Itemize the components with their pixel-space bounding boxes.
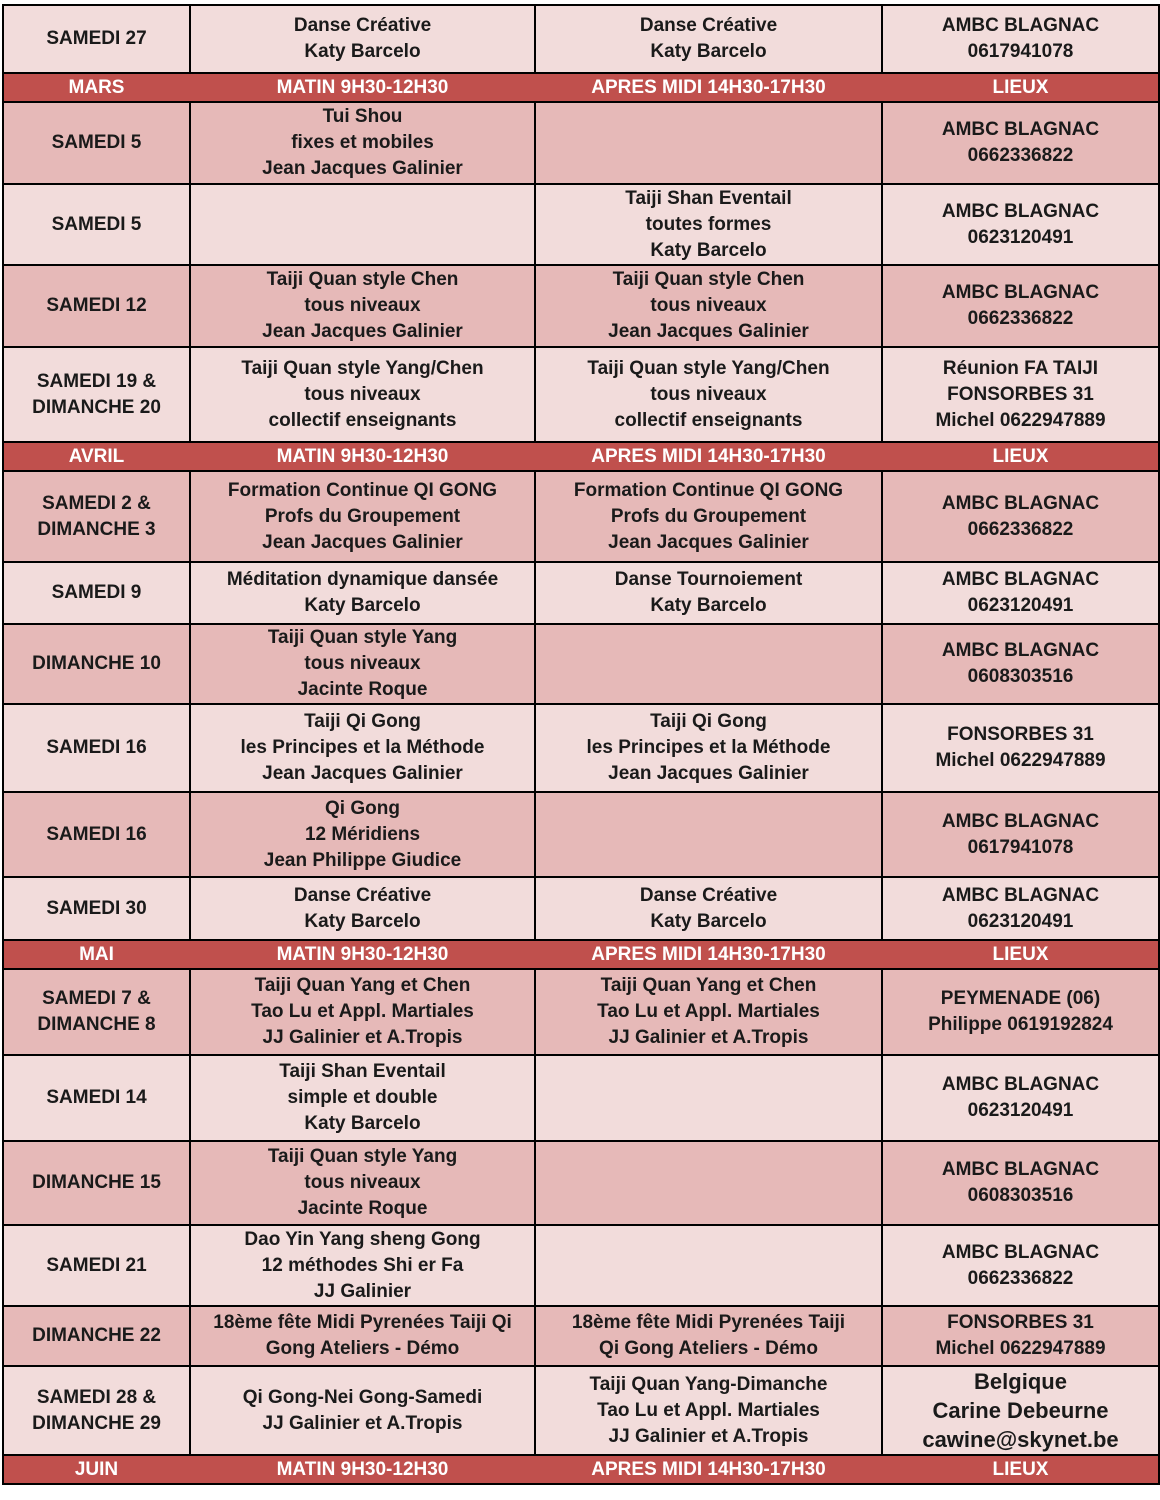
day-cell xyxy=(3,471,190,562)
place-line: 0662336822 xyxy=(967,145,1074,166)
day-line: SAMEDI 5 xyxy=(51,132,142,153)
place-cell xyxy=(882,347,1159,442)
morning-line: tous niveaux xyxy=(304,383,421,405)
event-row xyxy=(3,471,1159,562)
header-matin: MATIN 9H30-12H30 xyxy=(190,940,535,969)
afternoon-cell xyxy=(535,265,882,347)
morning-cell xyxy=(190,265,535,347)
morning-line: Qi Gong-Nei Gong-Samedi xyxy=(242,1386,483,1408)
day-cell xyxy=(3,347,190,442)
place-line: AMBC BLAGNAC xyxy=(941,15,1100,36)
morning-line: Jean Jacques Galinier xyxy=(262,763,463,784)
afternoon-line: Taiji Quan Yang et Chen xyxy=(600,975,817,996)
place-line: AMBC BLAGNAC xyxy=(941,492,1100,514)
morning-line: Danse Créative xyxy=(293,15,432,36)
morning-line: Tui Shou xyxy=(322,106,403,127)
morning-line: Taiji Quan style Chen xyxy=(266,269,459,290)
day-line: SAMEDI 12 xyxy=(46,295,147,316)
morning-line: simple et double xyxy=(287,1087,438,1108)
morning-line: Jean Philippe Giudice xyxy=(263,849,462,871)
morning-line: Formation Continue QI GONG xyxy=(227,479,498,501)
afternoon-line: Taiji Quan Yang-Dimanche xyxy=(589,1373,828,1395)
event-row xyxy=(3,877,1159,940)
afternoon-line: Katy Barcelo xyxy=(650,595,767,616)
header-apres-midi: APRES MIDI 14H30-17H30 xyxy=(535,73,882,102)
morning-line: Taiji Quan style Yang/Chen xyxy=(241,357,484,379)
event-row xyxy=(3,5,1159,73)
place-line: 0608303516 xyxy=(967,1185,1074,1206)
month-header-row-mai xyxy=(3,940,1159,969)
morning-line: JJ Galinier et A.Tropis xyxy=(262,1412,463,1434)
day-cell xyxy=(3,969,190,1055)
day-line: DIMANCHE 8 xyxy=(37,1014,156,1035)
afternoon-line: Taiji Quan style Yang/Chen xyxy=(587,357,830,379)
morning-line: Qi Gong xyxy=(325,797,400,819)
day-line: SAMEDI 5 xyxy=(51,213,142,235)
event-row xyxy=(3,624,1159,704)
place-line: 0623120491 xyxy=(967,595,1074,616)
morning-line: Taiji Quan style Yang xyxy=(267,627,458,648)
afternoon-cell xyxy=(535,1225,882,1306)
place-line: Michel 0622947889 xyxy=(935,1338,1106,1359)
afternoon-line: JJ Galinier et A.Tropis xyxy=(608,1027,809,1048)
afternoon-cell xyxy=(535,562,882,624)
place-cell xyxy=(882,792,1159,877)
place-line: AMBC BLAGNAC xyxy=(941,1074,1100,1095)
day-line: SAMEDI 28 & xyxy=(36,1386,157,1408)
morning-line: Katy Barcelo xyxy=(304,41,421,62)
morning-cell xyxy=(190,704,535,792)
day-line: SAMEDI 21 xyxy=(46,1254,147,1276)
place-line: AMBC BLAGNAC xyxy=(941,884,1100,906)
day-line: SAMEDI 16 xyxy=(46,823,147,845)
event-row xyxy=(3,1306,1159,1366)
day-cell xyxy=(3,1366,190,1455)
morning-line: tous niveaux xyxy=(304,1172,421,1193)
morning-line: Taiji Quan style Yang xyxy=(267,1146,458,1167)
place-cell xyxy=(882,471,1159,562)
morning-line: Katy Barcelo xyxy=(304,595,421,616)
place-line: 0662336822 xyxy=(967,1267,1074,1289)
afternoon-cell xyxy=(535,1055,882,1141)
afternoon-line: toutes formes xyxy=(645,213,772,235)
afternoon-line: collectif enseignants xyxy=(614,409,803,431)
morning-line: 12 Méridiens xyxy=(304,823,421,845)
place-cell xyxy=(882,624,1159,704)
place-cell xyxy=(882,102,1159,184)
month-label: AVRIL xyxy=(3,442,190,471)
place-line: Michel 0622947889 xyxy=(935,750,1106,771)
day-cell xyxy=(3,562,190,624)
morning-cell xyxy=(190,102,535,184)
afternoon-line: Katy Barcelo xyxy=(650,910,767,932)
day-cell xyxy=(3,704,190,792)
afternoon-cell xyxy=(535,877,882,940)
day-line: DIMANCHE 29 xyxy=(32,1412,161,1434)
morning-line: Taiji Quan Yang et Chen xyxy=(254,975,471,996)
afternoon-line: 18ème fête Midi Pyrenées Taiji xyxy=(571,1312,846,1333)
day-line: SAMEDI 9 xyxy=(51,582,142,603)
place-cell xyxy=(882,265,1159,347)
afternoon-line: JJ Galinier et A.Tropis xyxy=(608,1425,809,1447)
event-row xyxy=(3,265,1159,347)
afternoon-line: Danse Tournoiement xyxy=(614,569,803,590)
afternoon-line: Taiji Quan style Chen xyxy=(612,269,805,290)
afternoon-cell xyxy=(535,184,882,265)
morning-cell xyxy=(190,624,535,704)
event-row xyxy=(3,562,1159,624)
afternoon-cell xyxy=(535,471,882,562)
event-row xyxy=(3,184,1159,265)
place-cell xyxy=(882,969,1159,1055)
afternoon-cell xyxy=(535,624,882,704)
morning-cell xyxy=(190,792,535,877)
morning-line: Méditation dynamique dansée xyxy=(226,569,499,590)
morning-line: Gong Ateliers - Démo xyxy=(265,1338,460,1359)
header-apres-midi: APRES MIDI 14H30-17H30 xyxy=(535,1455,882,1484)
morning-cell xyxy=(190,562,535,624)
afternoon-cell xyxy=(535,1306,882,1366)
place-cell xyxy=(882,877,1159,940)
day-line: DIMANCHE 15 xyxy=(32,1172,161,1193)
morning-line: Dao Yin Yang sheng Gong xyxy=(244,1228,481,1250)
afternoon-line: Profs du Groupement xyxy=(610,505,807,527)
place-line: AMBC BLAGNAC xyxy=(941,1241,1100,1263)
day-line: SAMEDI 30 xyxy=(46,897,147,919)
day-cell xyxy=(3,877,190,940)
month-header-row-mars xyxy=(3,73,1159,102)
place-line: AMBC BLAGNAC xyxy=(941,810,1100,832)
header-apres-midi: APRES MIDI 14H30-17H30 xyxy=(535,940,882,969)
place-line: AMBC BLAGNAC xyxy=(941,569,1100,590)
day-cell xyxy=(3,102,190,184)
place-line: Carine Debeurne xyxy=(932,1398,1109,1423)
place-line: 0623120491 xyxy=(967,910,1074,932)
place-line: 0617941078 xyxy=(967,836,1074,858)
morning-line: Tao Lu et Appl. Martiales xyxy=(251,1001,474,1022)
morning-line: Jean Jacques Galinier xyxy=(262,321,463,342)
schedule-body xyxy=(3,5,1159,1484)
afternoon-line: Jean Jacques Galinier xyxy=(608,321,809,342)
afternoon-cell xyxy=(535,5,882,73)
morning-cell xyxy=(190,1225,535,1306)
header-matin: MATIN 9H30-12H30 xyxy=(190,1455,535,1484)
place-line: PEYMENADE (06) xyxy=(940,988,1101,1009)
event-row xyxy=(3,102,1159,184)
afternoon-line: Tao Lu et Appl. Martiales xyxy=(597,1001,820,1022)
morning-line: Jean Jacques Galinier xyxy=(262,531,463,553)
afternoon-line: Danse Créative xyxy=(639,15,778,36)
header-matin: MATIN 9H30-12H30 xyxy=(190,73,535,102)
place-cell xyxy=(882,562,1159,624)
morning-line: 18ème fête Midi Pyrenées Taiji Qi xyxy=(213,1312,512,1333)
morning-line: Profs du Groupement xyxy=(264,505,461,527)
event-row xyxy=(3,969,1159,1055)
morning-line: tous niveaux xyxy=(304,653,421,674)
afternoon-line: tous niveaux xyxy=(650,383,767,405)
place-cell xyxy=(882,1055,1159,1141)
schedule-table xyxy=(2,4,1160,1485)
header-matin: MATIN 9H30-12H30 xyxy=(190,442,535,471)
day-cell xyxy=(3,184,190,265)
afternoon-line: Formation Continue QI GONG xyxy=(573,479,844,501)
place-line: 0617941078 xyxy=(967,41,1074,62)
place-line: Michel 0622947889 xyxy=(935,409,1106,431)
morning-cell xyxy=(190,1055,535,1141)
day-cell xyxy=(3,1225,190,1306)
morning-line: 12 méthodes Shi er Fa xyxy=(261,1254,464,1276)
place-cell xyxy=(882,5,1159,73)
afternoon-line: Qi Gong Ateliers - Démo xyxy=(599,1338,818,1359)
morning-line: tous niveaux xyxy=(304,295,421,316)
morning-line: Katy Barcelo xyxy=(304,910,421,932)
afternoon-cell xyxy=(535,102,882,184)
place-cell xyxy=(882,1366,1159,1455)
morning-line: Katy Barcelo xyxy=(304,1113,421,1134)
morning-line: JJ Galinier et A.Tropis xyxy=(262,1027,463,1048)
place-line: 0662336822 xyxy=(967,518,1074,540)
afternoon-line: les Principes et la Méthode xyxy=(586,737,831,758)
day-cell xyxy=(3,1141,190,1225)
place-line: 0623120491 xyxy=(967,1100,1074,1121)
header-lieux: LIEUX xyxy=(882,940,1159,969)
place-line: AMBC BLAGNAC xyxy=(941,640,1100,661)
header-lieux: LIEUX xyxy=(882,73,1159,102)
morning-cell xyxy=(190,1141,535,1225)
month-label: MARS xyxy=(3,73,190,102)
morning-line: Taiji Qi Gong xyxy=(304,711,421,732)
day-line: SAMEDI 19 & xyxy=(36,370,157,392)
morning-cell xyxy=(190,969,535,1055)
afternoon-cell xyxy=(535,347,882,442)
morning-cell xyxy=(190,877,535,940)
morning-line: Jean Jacques Galinier xyxy=(262,158,463,179)
day-line: DIMANCHE 20 xyxy=(32,396,161,418)
place-cell xyxy=(882,1306,1159,1366)
header-lieux: LIEUX xyxy=(882,442,1159,471)
place-cell xyxy=(882,704,1159,792)
afternoon-line: tous niveaux xyxy=(650,295,767,316)
place-line: AMBC BLAGNAC xyxy=(941,282,1100,303)
place-line: 0623120491 xyxy=(967,226,1074,248)
afternoon-line: Jean Jacques Galinier xyxy=(608,763,809,784)
month-label: MAI xyxy=(3,940,190,969)
morning-line: Danse Créative xyxy=(293,884,432,906)
place-line: AMBC BLAGNAC xyxy=(941,1159,1100,1180)
place-line: AMBC BLAGNAC xyxy=(941,200,1100,222)
afternoon-line: Taiji Shan Eventail xyxy=(625,187,792,209)
afternoon-cell xyxy=(535,969,882,1055)
day-line: SAMEDI 2 & xyxy=(42,492,151,514)
afternoon-line: Danse Créative xyxy=(639,884,778,906)
event-row xyxy=(3,792,1159,877)
morning-line: fixes et mobiles xyxy=(291,132,434,153)
event-row xyxy=(3,1141,1159,1225)
month-header-row-juin xyxy=(3,1455,1159,1484)
afternoon-cell xyxy=(535,792,882,877)
morning-line: Jacinte Roque xyxy=(297,679,428,700)
day-cell xyxy=(3,624,190,704)
day-cell xyxy=(3,1306,190,1366)
place-line: FONSORBES 31 xyxy=(947,1312,1094,1333)
place-line: AMBC BLAGNAC xyxy=(941,119,1100,140)
day-line: SAMEDI 16 xyxy=(46,737,147,758)
morning-line: les Principes et la Méthode xyxy=(240,737,485,758)
morning-cell xyxy=(190,347,535,442)
afternoon-line: Katy Barcelo xyxy=(650,239,767,261)
month-header-row-avril xyxy=(3,442,1159,471)
afternoon-line: Taiji Qi Gong xyxy=(650,711,767,732)
afternoon-line: Tao Lu et Appl. Martiales xyxy=(597,1399,820,1421)
event-row xyxy=(3,1366,1159,1455)
day-line: SAMEDI 14 xyxy=(46,1087,147,1108)
day-cell xyxy=(3,265,190,347)
morning-cell xyxy=(190,471,535,562)
morning-line: JJ Galinier xyxy=(313,1280,412,1302)
place-cell xyxy=(882,1141,1159,1225)
day-line: DIMANCHE 3 xyxy=(37,518,156,540)
day-cell xyxy=(3,5,190,73)
event-row xyxy=(3,704,1159,792)
morning-cell xyxy=(190,184,535,265)
day-line: SAMEDI 7 & xyxy=(42,988,151,1009)
morning-line: Jacinte Roque xyxy=(297,1198,428,1219)
day-line: DIMANCHE 10 xyxy=(32,653,161,674)
event-row xyxy=(3,1225,1159,1306)
day-line: SAMEDI 27 xyxy=(46,28,147,49)
day-line: DIMANCHE 22 xyxy=(32,1325,161,1346)
place-line: cawine@skynet.be xyxy=(922,1427,1119,1452)
morning-cell xyxy=(190,1366,535,1455)
header-lieux: LIEUX xyxy=(882,1455,1159,1484)
morning-line: Taiji Shan Eventail xyxy=(279,1061,446,1082)
event-row xyxy=(3,347,1159,442)
place-cell xyxy=(882,1225,1159,1306)
place-line: 0662336822 xyxy=(967,308,1074,329)
afternoon-cell xyxy=(535,704,882,792)
month-label: JUIN xyxy=(3,1455,190,1484)
place-cell xyxy=(882,184,1159,265)
place-line: FONSORBES 31 xyxy=(947,383,1094,405)
place-line: 0608303516 xyxy=(967,666,1074,687)
morning-line: collectif enseignants xyxy=(268,409,457,431)
place-line: FONSORBES 31 xyxy=(947,724,1094,745)
day-cell xyxy=(3,1055,190,1141)
afternoon-line: Jean Jacques Galinier xyxy=(608,531,809,553)
place-line: Belgique xyxy=(974,1369,1067,1394)
afternoon-line: Katy Barcelo xyxy=(650,41,767,62)
header-apres-midi: APRES MIDI 14H30-17H30 xyxy=(535,442,882,471)
afternoon-cell xyxy=(535,1141,882,1225)
day-cell xyxy=(3,792,190,877)
event-row xyxy=(3,1055,1159,1141)
morning-cell xyxy=(190,5,535,73)
place-line: Réunion FA TAIJI xyxy=(942,357,1099,379)
afternoon-cell xyxy=(535,1366,882,1455)
morning-cell xyxy=(190,1306,535,1366)
place-line: Philippe 0619192824 xyxy=(928,1014,1113,1035)
